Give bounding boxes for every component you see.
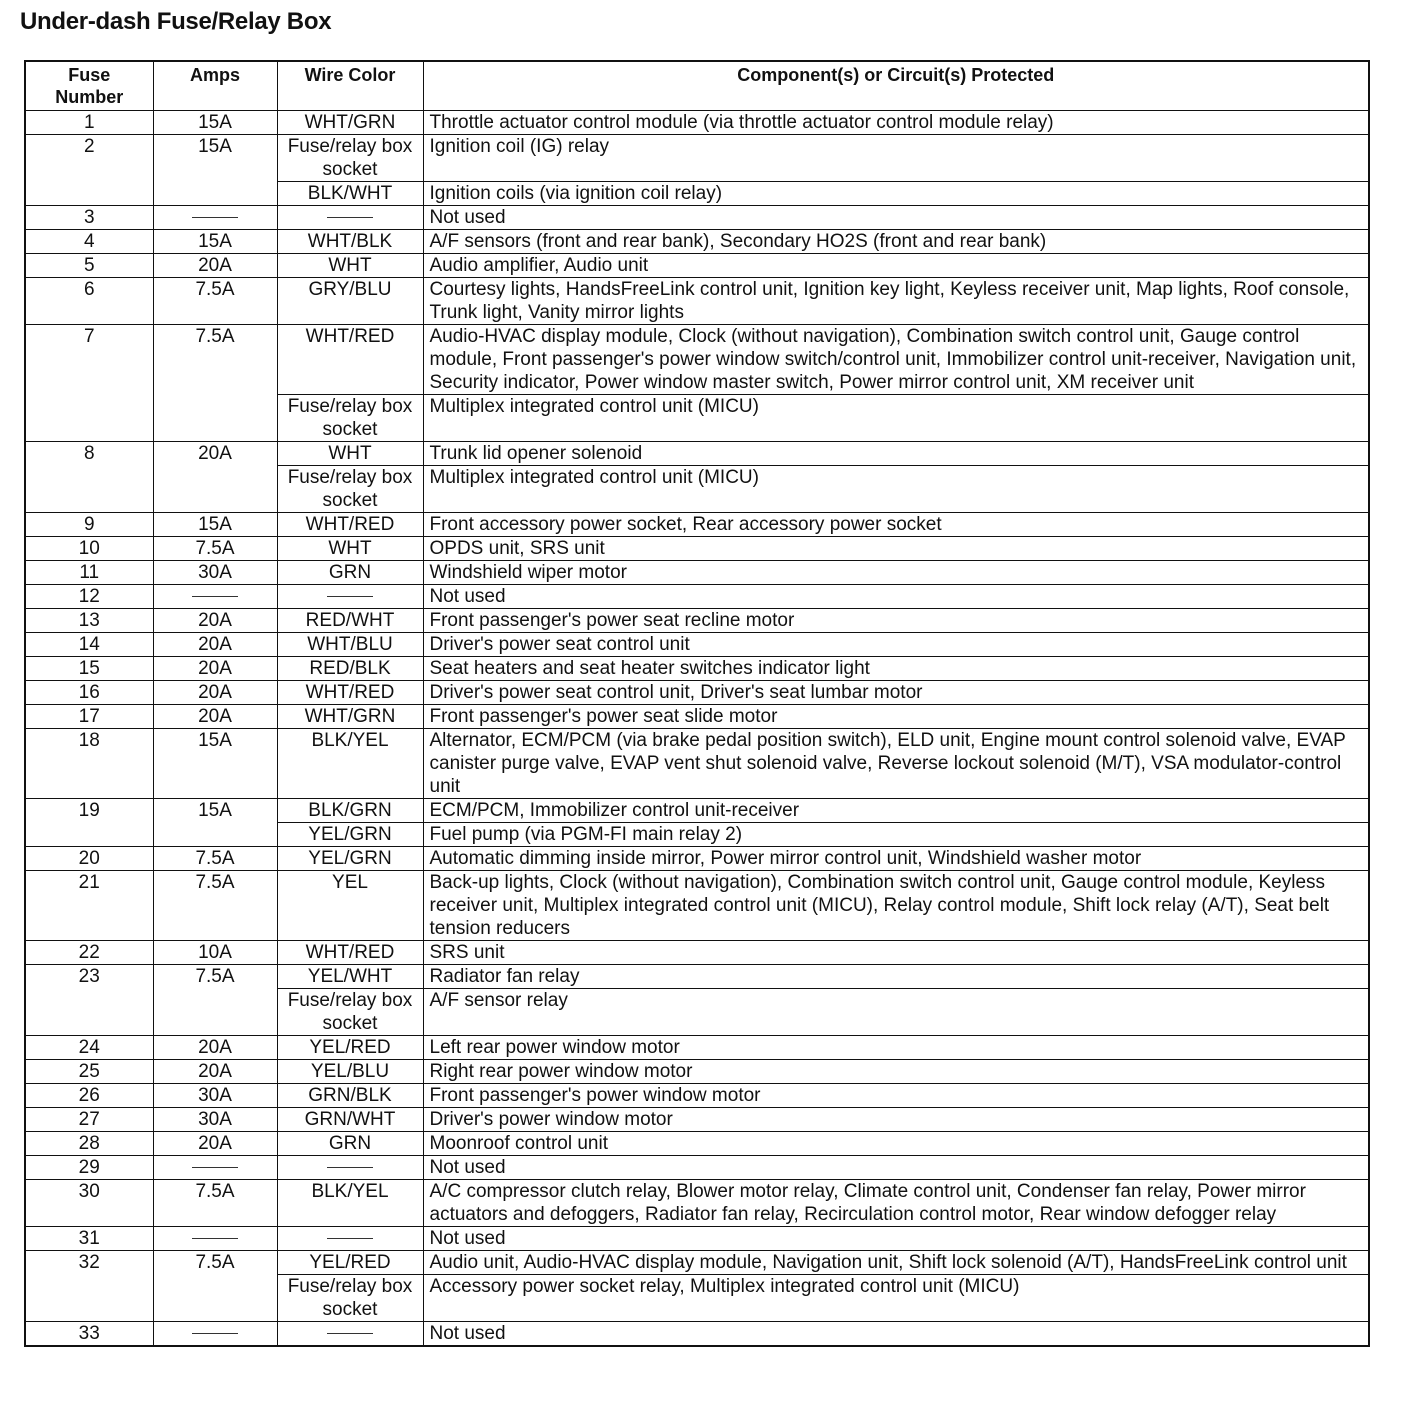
components-protected: Multiplex integrated control unit (MICU) <box>423 466 1369 513</box>
components-protected: Not used <box>423 585 1369 609</box>
wire-color: GRN/BLK <box>277 1084 423 1108</box>
components-protected: Fuel pump (via PGM-FI main relay 2) <box>423 823 1369 847</box>
components-protected: Windshield wiper motor <box>423 561 1369 585</box>
header-components: Component(s) or Circuit(s) Protected <box>423 61 1369 111</box>
fuse-amps: 7.5A <box>153 1251 277 1322</box>
fuse-amps: 7.5A <box>153 1180 277 1227</box>
header-row <box>25 61 1369 111</box>
fuse-amps: 30A <box>153 1084 277 1108</box>
fuse-row <box>25 206 1369 230</box>
wire-color: GRN <box>277 1132 423 1156</box>
header-wire-color: Wire Color <box>277 61 423 111</box>
fuse-amps: 7.5A <box>153 325 277 442</box>
fuse-row <box>25 681 1369 705</box>
fuse-number: 7 <box>25 325 153 442</box>
fuse-number: 4 <box>25 230 153 254</box>
wire-color: WHT <box>277 537 423 561</box>
wire-color: BLK/YEL <box>277 729 423 799</box>
fuse-number: 1 <box>25 111 153 135</box>
fuse-number: 29 <box>25 1156 153 1180</box>
components-protected: Ignition coils (via ignition coil relay) <box>423 182 1369 206</box>
wire-color: GRY/BLU <box>277 278 423 325</box>
wire-color: RED/BLK <box>277 657 423 681</box>
components-protected: Radiator fan relay <box>423 965 1369 989</box>
fuse-row <box>25 871 1369 941</box>
wire-color: GRN/WHT <box>277 1108 423 1132</box>
wire-color: WHT/BLK <box>277 230 423 254</box>
fuse-row <box>25 1156 1369 1180</box>
wire-color: YEL/WHT <box>277 965 423 989</box>
wire-color: Fuse/relay box socket <box>277 989 423 1036</box>
components-protected: Audio unit, Audio-HVAC display module, Navigation unit, Shift lock solenoid (A/T), HandsFreeLink control unit <box>423 1251 1369 1275</box>
empty-dash <box>192 1333 238 1334</box>
components-protected: Left rear power window motor <box>423 1036 1369 1060</box>
fuse-number: 30 <box>25 1180 153 1227</box>
fuse-amps <box>153 1322 277 1347</box>
fuse-row <box>25 1036 1369 1060</box>
fuse-table <box>24 60 1370 1347</box>
components-protected: Right rear power window motor <box>423 1060 1369 1084</box>
fuse-amps <box>153 585 277 609</box>
components-protected: Alternator, ECM/PCM (via brake pedal position switch), ELD unit, Engine mount control solenoid valve, EVAP canister purge valve, EVAP vent shut solenoid valve, Reverse lockout solenoid (M/T), VSA modulator-control unit <box>423 729 1369 799</box>
fuse-amps: 15A <box>153 111 277 135</box>
components-protected: A/C compressor clutch relay, Blower motor relay, Climate control unit, Condenser fan relay, Power mirror actuators and defoggers, Radiator fan relay, Recirculation control motor, Rear window defogger relay <box>423 1180 1369 1227</box>
fuse-row <box>25 705 1369 729</box>
fuse-row <box>25 1060 1369 1084</box>
components-protected: Front accessory power socket, Rear accessory power socket <box>423 513 1369 537</box>
empty-dash <box>192 1167 238 1168</box>
fuse-number: 12 <box>25 585 153 609</box>
fuse-number: 8 <box>25 442 153 513</box>
wire-color <box>277 206 423 230</box>
wire-color <box>277 1227 423 1251</box>
wire-color: YEL/RED <box>277 1251 423 1275</box>
fuse-number: 13 <box>25 609 153 633</box>
fuse-row <box>25 442 1369 466</box>
fuse-number: 11 <box>25 561 153 585</box>
fuse-number: 31 <box>25 1227 153 1251</box>
fuse-amps: 20A <box>153 705 277 729</box>
fuse-amps <box>153 206 277 230</box>
components-protected: Not used <box>423 1156 1369 1180</box>
header-amps: Amps <box>153 61 277 111</box>
components-protected: Accessory power socket relay, Multiplex integrated control unit (MICU) <box>423 1275 1369 1322</box>
wire-color: BLK/YEL <box>277 1180 423 1227</box>
components-protected: Multiplex integrated control unit (MICU) <box>423 395 1369 442</box>
fuse-amps: 10A <box>153 941 277 965</box>
wire-color: BLK/GRN <box>277 799 423 823</box>
wire-color: RED/WHT <box>277 609 423 633</box>
components-protected: Front passenger's power seat slide motor <box>423 705 1369 729</box>
fuse-amps: 30A <box>153 561 277 585</box>
wire-color: WHT <box>277 254 423 278</box>
components-protected: Automatic dimming inside mirror, Power mirror control unit, Windshield washer motor <box>423 847 1369 871</box>
components-protected: Not used <box>423 1322 1369 1347</box>
fuse-row <box>25 941 1369 965</box>
wire-color <box>277 1322 423 1347</box>
components-protected: Ignition coil (IG) relay <box>423 135 1369 182</box>
fuse-amps: 15A <box>153 729 277 799</box>
empty-dash <box>327 1167 373 1168</box>
components-protected: Audio-HVAC display module, Clock (without navigation), Combination switch control unit, Gauge control module, Front passenger's power window switch/control unit, Immobilizer control unit-receiver, Navigation unit, Security indicator, Power window master switch, Power mirror control unit, XM receiver unit <box>423 325 1369 395</box>
fuse-amps: 20A <box>153 633 277 657</box>
fuse-amps: 30A <box>153 1108 277 1132</box>
fuse-amps: 20A <box>153 1060 277 1084</box>
components-protected: Seat heaters and seat heater switches indicator light <box>423 657 1369 681</box>
fuse-amps: 7.5A <box>153 847 277 871</box>
components-protected: Moonroof control unit <box>423 1132 1369 1156</box>
fuse-row <box>25 135 1369 182</box>
wire-color: WHT/RED <box>277 325 423 395</box>
fuse-number: 6 <box>25 278 153 325</box>
wire-color: WHT/RED <box>277 941 423 965</box>
components-protected: Front passenger's power window motor <box>423 1084 1369 1108</box>
fuse-number: 32 <box>25 1251 153 1322</box>
components-protected: Driver's power window motor <box>423 1108 1369 1132</box>
fuse-number: 21 <box>25 871 153 941</box>
fuse-amps: 20A <box>153 609 277 633</box>
header-fuse-number: Fuse Number <box>25 61 153 111</box>
fuse-amps: 7.5A <box>153 278 277 325</box>
empty-dash <box>192 217 238 218</box>
components-protected: Audio amplifier, Audio unit <box>423 254 1369 278</box>
fuse-number: 20 <box>25 847 153 871</box>
components-protected: A/F sensor relay <box>423 989 1369 1036</box>
fuse-row <box>25 254 1369 278</box>
fuse-amps: 20A <box>153 1036 277 1060</box>
fuse-number: 22 <box>25 941 153 965</box>
wire-color: WHT/RED <box>277 513 423 537</box>
fuse-row <box>25 325 1369 395</box>
fuse-row <box>25 729 1369 799</box>
wire-color: WHT/RED <box>277 681 423 705</box>
components-protected: Not used <box>423 1227 1369 1251</box>
fuse-row <box>25 278 1369 325</box>
fuse-table-body <box>25 111 1369 1347</box>
fuse-row <box>25 1108 1369 1132</box>
wire-color: YEL/GRN <box>277 847 423 871</box>
empty-dash <box>192 596 238 597</box>
fuse-amps: 20A <box>153 442 277 513</box>
fuse-row <box>25 847 1369 871</box>
fuse-row <box>25 230 1369 254</box>
fuse-number: 15 <box>25 657 153 681</box>
components-protected: Courtesy lights, HandsFreeLink control unit, Ignition key light, Keyless receiver unit, Map lights, Roof console, Trunk light, Vanity mirror lights <box>423 278 1369 325</box>
wire-color: YEL/RED <box>277 1036 423 1060</box>
wire-color: Fuse/relay box socket <box>277 466 423 513</box>
empty-dash <box>327 1238 373 1239</box>
fuse-number: 5 <box>25 254 153 278</box>
fuse-amps: 20A <box>153 254 277 278</box>
fuse-number: 2 <box>25 135 153 206</box>
fuse-amps: 20A <box>153 1132 277 1156</box>
fuse-row <box>25 657 1369 681</box>
fuse-number: 23 <box>25 965 153 1036</box>
wire-color: WHT/BLU <box>277 633 423 657</box>
fuse-number: 16 <box>25 681 153 705</box>
fuse-row <box>25 609 1369 633</box>
fuse-row <box>25 111 1369 135</box>
fuse-number: 26 <box>25 1084 153 1108</box>
fuse-number: 17 <box>25 705 153 729</box>
fuse-row <box>25 1227 1369 1251</box>
components-protected: SRS unit <box>423 941 1369 965</box>
empty-dash <box>327 1333 373 1334</box>
fuse-row <box>25 585 1369 609</box>
wire-color: WHT <box>277 442 423 466</box>
fuse-row <box>25 1251 1369 1275</box>
fuse-number: 10 <box>25 537 153 561</box>
fuse-row <box>25 1322 1369 1347</box>
fuse-amps <box>153 1227 277 1251</box>
fuse-row <box>25 537 1369 561</box>
components-protected: Not used <box>423 206 1369 230</box>
empty-dash <box>327 596 373 597</box>
fuse-number: 33 <box>25 1322 153 1347</box>
fuse-number: 25 <box>25 1060 153 1084</box>
fuse-number: 27 <box>25 1108 153 1132</box>
empty-dash <box>192 1238 238 1239</box>
wire-color: YEL <box>277 871 423 941</box>
wire-color: WHT/GRN <box>277 705 423 729</box>
components-protected: OPDS unit, SRS unit <box>423 537 1369 561</box>
fuse-row <box>25 1084 1369 1108</box>
components-protected: Front passenger's power seat recline motor <box>423 609 1369 633</box>
components-protected: Trunk lid opener solenoid <box>423 442 1369 466</box>
fuse-amps: 15A <box>153 799 277 847</box>
components-protected: A/F sensors (front and rear bank), Secondary HO2S (front and rear bank) <box>423 230 1369 254</box>
wire-color <box>277 585 423 609</box>
fuse-amps: 7.5A <box>153 871 277 941</box>
fuse-row <box>25 561 1369 585</box>
page-title: Under-dash Fuse/Relay Box <box>20 8 332 35</box>
wire-color: Fuse/relay box socket <box>277 135 423 182</box>
wire-color: Fuse/relay box socket <box>277 1275 423 1322</box>
fuse-amps: 20A <box>153 657 277 681</box>
components-protected: Driver's power seat control unit, Driver's seat lumbar motor <box>423 681 1369 705</box>
fuse-row <box>25 1132 1369 1156</box>
fuse-amps <box>153 1156 277 1180</box>
fuse-number: 18 <box>25 729 153 799</box>
components-protected: ECM/PCM, Immobilizer control unit-receiver <box>423 799 1369 823</box>
components-protected: Throttle actuator control module (via throttle actuator control module relay) <box>423 111 1369 135</box>
fuse-row <box>25 799 1369 823</box>
fuse-number: 3 <box>25 206 153 230</box>
fuse-row <box>25 633 1369 657</box>
fuse-number: 14 <box>25 633 153 657</box>
fuse-amps: 7.5A <box>153 965 277 1036</box>
wire-color: BLK/WHT <box>277 182 423 206</box>
wire-color: YEL/BLU <box>277 1060 423 1084</box>
wire-color: WHT/GRN <box>277 111 423 135</box>
wire-color: GRN <box>277 561 423 585</box>
fuse-amps: 7.5A <box>153 537 277 561</box>
fuse-number: 24 <box>25 1036 153 1060</box>
wire-color <box>277 1156 423 1180</box>
fuse-row <box>25 1180 1369 1227</box>
components-protected: Back-up lights, Clock (without navigation), Combination switch control unit, Gauge control module, Keyless receiver unit, Multiplex integrated control unit (MICU), Relay control module, Shift lock relay (A/T), Seat belt tension reducers <box>423 871 1369 941</box>
components-protected: Driver's power seat control unit <box>423 633 1369 657</box>
fuse-amps: 15A <box>153 230 277 254</box>
fuse-number: 9 <box>25 513 153 537</box>
fuse-number: 19 <box>25 799 153 847</box>
fuse-row <box>25 965 1369 989</box>
fuse-number: 28 <box>25 1132 153 1156</box>
fuse-amps: 20A <box>153 681 277 705</box>
empty-dash <box>327 217 373 218</box>
fuse-row <box>25 513 1369 537</box>
fuse-amps: 15A <box>153 135 277 206</box>
fuse-amps: 15A <box>153 513 277 537</box>
wire-color: YEL/GRN <box>277 823 423 847</box>
wire-color: Fuse/relay box socket <box>277 395 423 442</box>
